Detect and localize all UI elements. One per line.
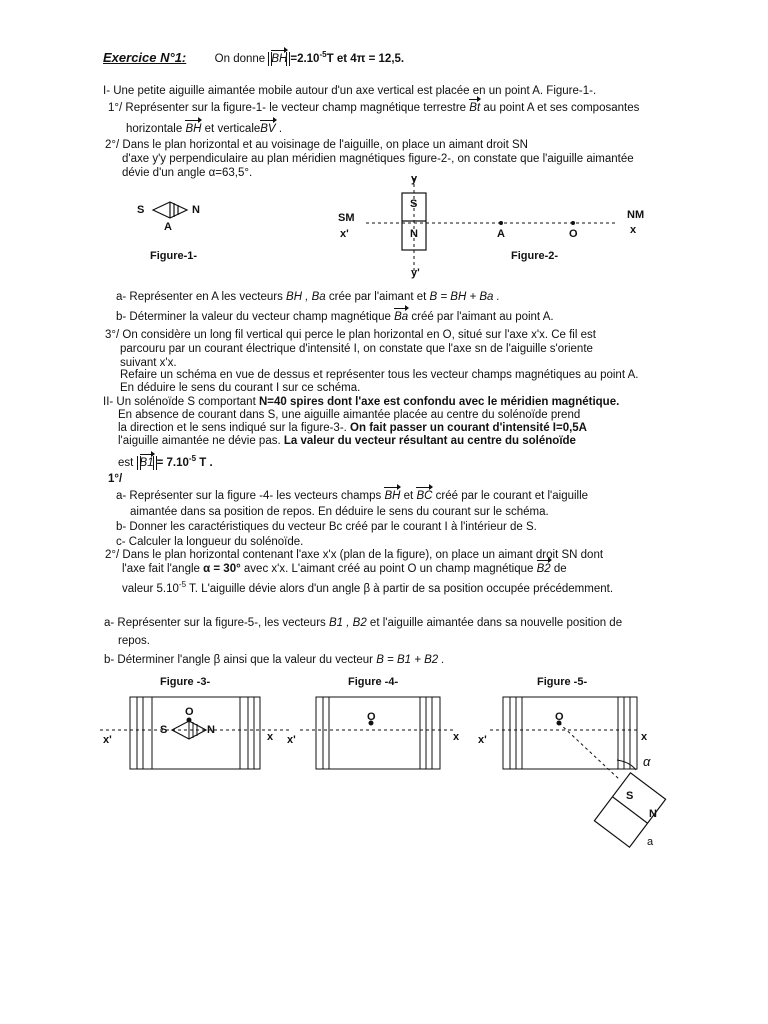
given-norm-symbol: BH xyxy=(271,52,288,65)
part2-q2-line2-c: avec x'x. L'aimant créé au point O un champ magnétique xyxy=(243,563,534,575)
fig1-s-label: S xyxy=(137,204,145,216)
fig1-a-label: A xyxy=(164,221,172,233)
fig2-a-label: A xyxy=(497,228,505,240)
fig1-caption: Figure-1- xyxy=(150,250,198,262)
part2-q1a-text: a- Représenter sur la figure -4- les vecteurs champs xyxy=(116,490,382,502)
part2-b1-exp: -5 xyxy=(188,454,197,463)
part2-q2a-vecs: B1 , B2 xyxy=(329,617,367,629)
part1-q3-line3: suivant x'x. xyxy=(120,357,177,369)
part1-q1-vec-bv: BV xyxy=(260,123,276,135)
part2-q2-line3-exp: -5 xyxy=(178,580,187,589)
part2-intro-spires: N=40 spires xyxy=(258,396,324,408)
part2-q1a-end: créé par le courant et l'aiguille xyxy=(435,490,589,502)
part2-q2-alpha: α = 30° xyxy=(203,563,241,575)
part2-q2-line3-b: T. L'aiguille dévie alors d'un angle β à partir de sa position occupée précédemment. xyxy=(189,582,614,595)
part1-q2-line3: dévie d'un angle α=63,5°. xyxy=(122,167,253,179)
part2-q1a-vec-bc: BC xyxy=(416,490,433,502)
exercise-title: Exercice N°1: xyxy=(103,49,187,65)
part1-q1-vertical: et verticale xyxy=(204,123,261,135)
part1-q3-line2: parcouru par un courant électrique d'intensité I, on constate que l'axe sn de l'aiguille s'oriente xyxy=(120,343,593,355)
fig2-xprime-label: x' xyxy=(340,228,349,240)
given-prefix: On donne xyxy=(214,52,266,65)
fig2-o-label: O xyxy=(569,228,578,240)
part2-q1a-vec-bh: BH xyxy=(384,490,401,502)
part1-q2a-mid: crée par l'aimant et xyxy=(328,291,427,303)
part1-q1-text-a: 1°/ Représenter sur la figure-1- le vecteur champ magnétique terrestre xyxy=(108,102,467,114)
fig5-n-label: N xyxy=(649,808,657,820)
fig5-o-label: O xyxy=(555,711,564,723)
fig2-n-label: N xyxy=(410,228,418,240)
fig2-caption: Figure-2- xyxy=(511,250,559,262)
part2-line5-est: est xyxy=(118,456,134,469)
fig2-sm-label: SM xyxy=(338,212,355,224)
part1-q3-line5: En déduire le sens du courant I sur ce schéma. xyxy=(120,382,361,394)
part1-q3-line4: Refaire un schéma en vue de dessus et représenter tous les vecteur champs magnétiques au point A. xyxy=(120,369,639,381)
fig4-caption: Figure -4- xyxy=(348,676,399,688)
given-exponent: -5 xyxy=(319,50,327,59)
part2-q2b-text: b- Déterminer l'angle β ainsi que la valeur du vecteur xyxy=(104,654,373,666)
part2-b1-unit: T . xyxy=(199,456,213,469)
part1-q2b-vec: Ba xyxy=(394,311,409,323)
part1-q1-horizontal: horizontale xyxy=(126,123,183,135)
fig3-s-label: S xyxy=(160,724,168,736)
fig5-x-label: x xyxy=(641,731,648,743)
part2-line2: En absence de courant dans S, une aiguille aimantée placée au centre du solénoïde prend xyxy=(118,409,581,421)
fig5-alpha-label: α xyxy=(643,754,651,769)
fig5-xprime-label: x' xyxy=(478,734,487,746)
part2-q1c: c- Calculer la longueur du solénoïde. xyxy=(116,536,304,548)
part2-line3-a: la direction et le sens indiqué sur la figure-3-. xyxy=(118,422,347,434)
fig2-x-label: x xyxy=(630,224,637,236)
fig4-o-label: O xyxy=(367,711,376,723)
part1-q1-vec-bh: BH xyxy=(185,123,202,135)
fig2-y-label: y xyxy=(411,173,418,185)
part2-b1-value: = 7.10 xyxy=(156,456,189,469)
part1-q1-vec-bt: Bt xyxy=(469,102,481,114)
part2-q2-vec-b2: B2 xyxy=(536,563,551,575)
fig5-a-label: a xyxy=(647,836,654,848)
fig2-nm-label: NM xyxy=(627,209,645,221)
part1-q2a-vectors: BH , Ba xyxy=(286,291,326,303)
figure5-solenoid xyxy=(490,697,666,847)
part2-q2-line3-a: valeur 5.10 xyxy=(122,582,179,595)
fig3-caption: Figure -3- xyxy=(160,676,211,688)
part2-q2-line2-a: l'axe fait l'angle xyxy=(122,563,200,575)
part2-q2a-text: a- Représenter sur la figure-5-, les vecteurs xyxy=(104,617,326,629)
part1-q3-line1: 3°/ On considère un long fil vertical qui perce le plan horizontal en O, situé sur l'axe x'x. Ce fil est xyxy=(105,329,596,341)
fig4-x-label: x xyxy=(453,731,460,743)
part2-line4-b: La valeur du vecteur résultant au centre du solénoïde xyxy=(283,435,576,447)
part2-q2a-line2: repos. xyxy=(118,635,150,647)
fig5-s-label: S xyxy=(626,790,634,802)
part1-q1-period: . xyxy=(278,123,283,135)
part1-q2a-equation: B = BH + Ba . xyxy=(429,291,500,303)
part1-intro: I- Une petite aiguille aimantée mobile autour d'un axe vertical est placée en un point A. Figure-1-. xyxy=(103,85,597,97)
part2-b1-vec: B1 xyxy=(139,456,154,469)
given-value: =2.10 xyxy=(290,52,320,65)
part2-intro-c: dont l'axe est confondu avec le méridien magnétique. xyxy=(327,396,620,408)
part1-q2a-text: a- Représenter en A les vecteurs xyxy=(116,291,283,303)
fig2-yprime-label: y' xyxy=(411,267,420,279)
part2-line3-b: On fait passer un courant d'intensité I=0,5A xyxy=(350,422,587,434)
fig4-xprime-label: x' xyxy=(287,734,296,746)
figure4-solenoid xyxy=(300,697,455,769)
fig3-o-label: O xyxy=(185,706,194,718)
part2-line4-a: l'aiguille aimantée ne dévie pas. xyxy=(118,435,281,447)
part1-q2-line2: d'axe y'y perpendiculaire au plan méridien magnétiques figure-2-, on constate que l'aiguille aimantée xyxy=(122,153,634,165)
part2-intro-a: II- Un solénoïde S comportant xyxy=(103,396,256,408)
fig3-x-label: x xyxy=(267,731,274,743)
part2-q1-label: 1°/ xyxy=(108,473,123,485)
part1-q1-text-b: au point A et ses composantes xyxy=(483,102,640,114)
fig1-n-label: N xyxy=(192,204,200,216)
part1-q2b-text: b- Déterminer la valeur du vecteur champ magnétique xyxy=(116,311,391,323)
part2-q2a-end: et l'aiguille aimantée dans sa nouvelle position de xyxy=(369,617,623,629)
fig3-xprime-label: x' xyxy=(103,734,112,746)
fig3-n-label: N xyxy=(207,724,215,736)
fig5-caption: Figure -5- xyxy=(537,676,588,688)
fig2-s-label: S xyxy=(410,198,418,210)
part2-q1b: b- Donner les caractéristiques du vecteur Bc créé par le courant I à l'intérieur de S. xyxy=(116,521,537,533)
part2-q2-line2-d: de xyxy=(553,563,567,575)
given-unit: T et 4π = 12,5. xyxy=(326,52,405,65)
part2-q2-line1: 2°/ Dans le plan horizontal contenant l'axe x'x (plan de la figure), on place un aimant droit SN dont xyxy=(105,549,604,561)
figure3-solenoid xyxy=(100,697,290,769)
part2-q1a-mid: et xyxy=(403,490,414,502)
part1-q2b-end: créé par l'aimant au point A. xyxy=(411,311,554,323)
part2-q1a-line2: aimantée dans sa position de repos. En déduire le sens du courant sur le schéma. xyxy=(130,506,549,518)
part2-q2b-equation: B = B1 + B2 . xyxy=(376,654,445,666)
part1-q2-line1: 2°/ Dans le plan horizontal et au voisinage de l'aiguille, on place un aimant droit SN xyxy=(105,139,528,151)
